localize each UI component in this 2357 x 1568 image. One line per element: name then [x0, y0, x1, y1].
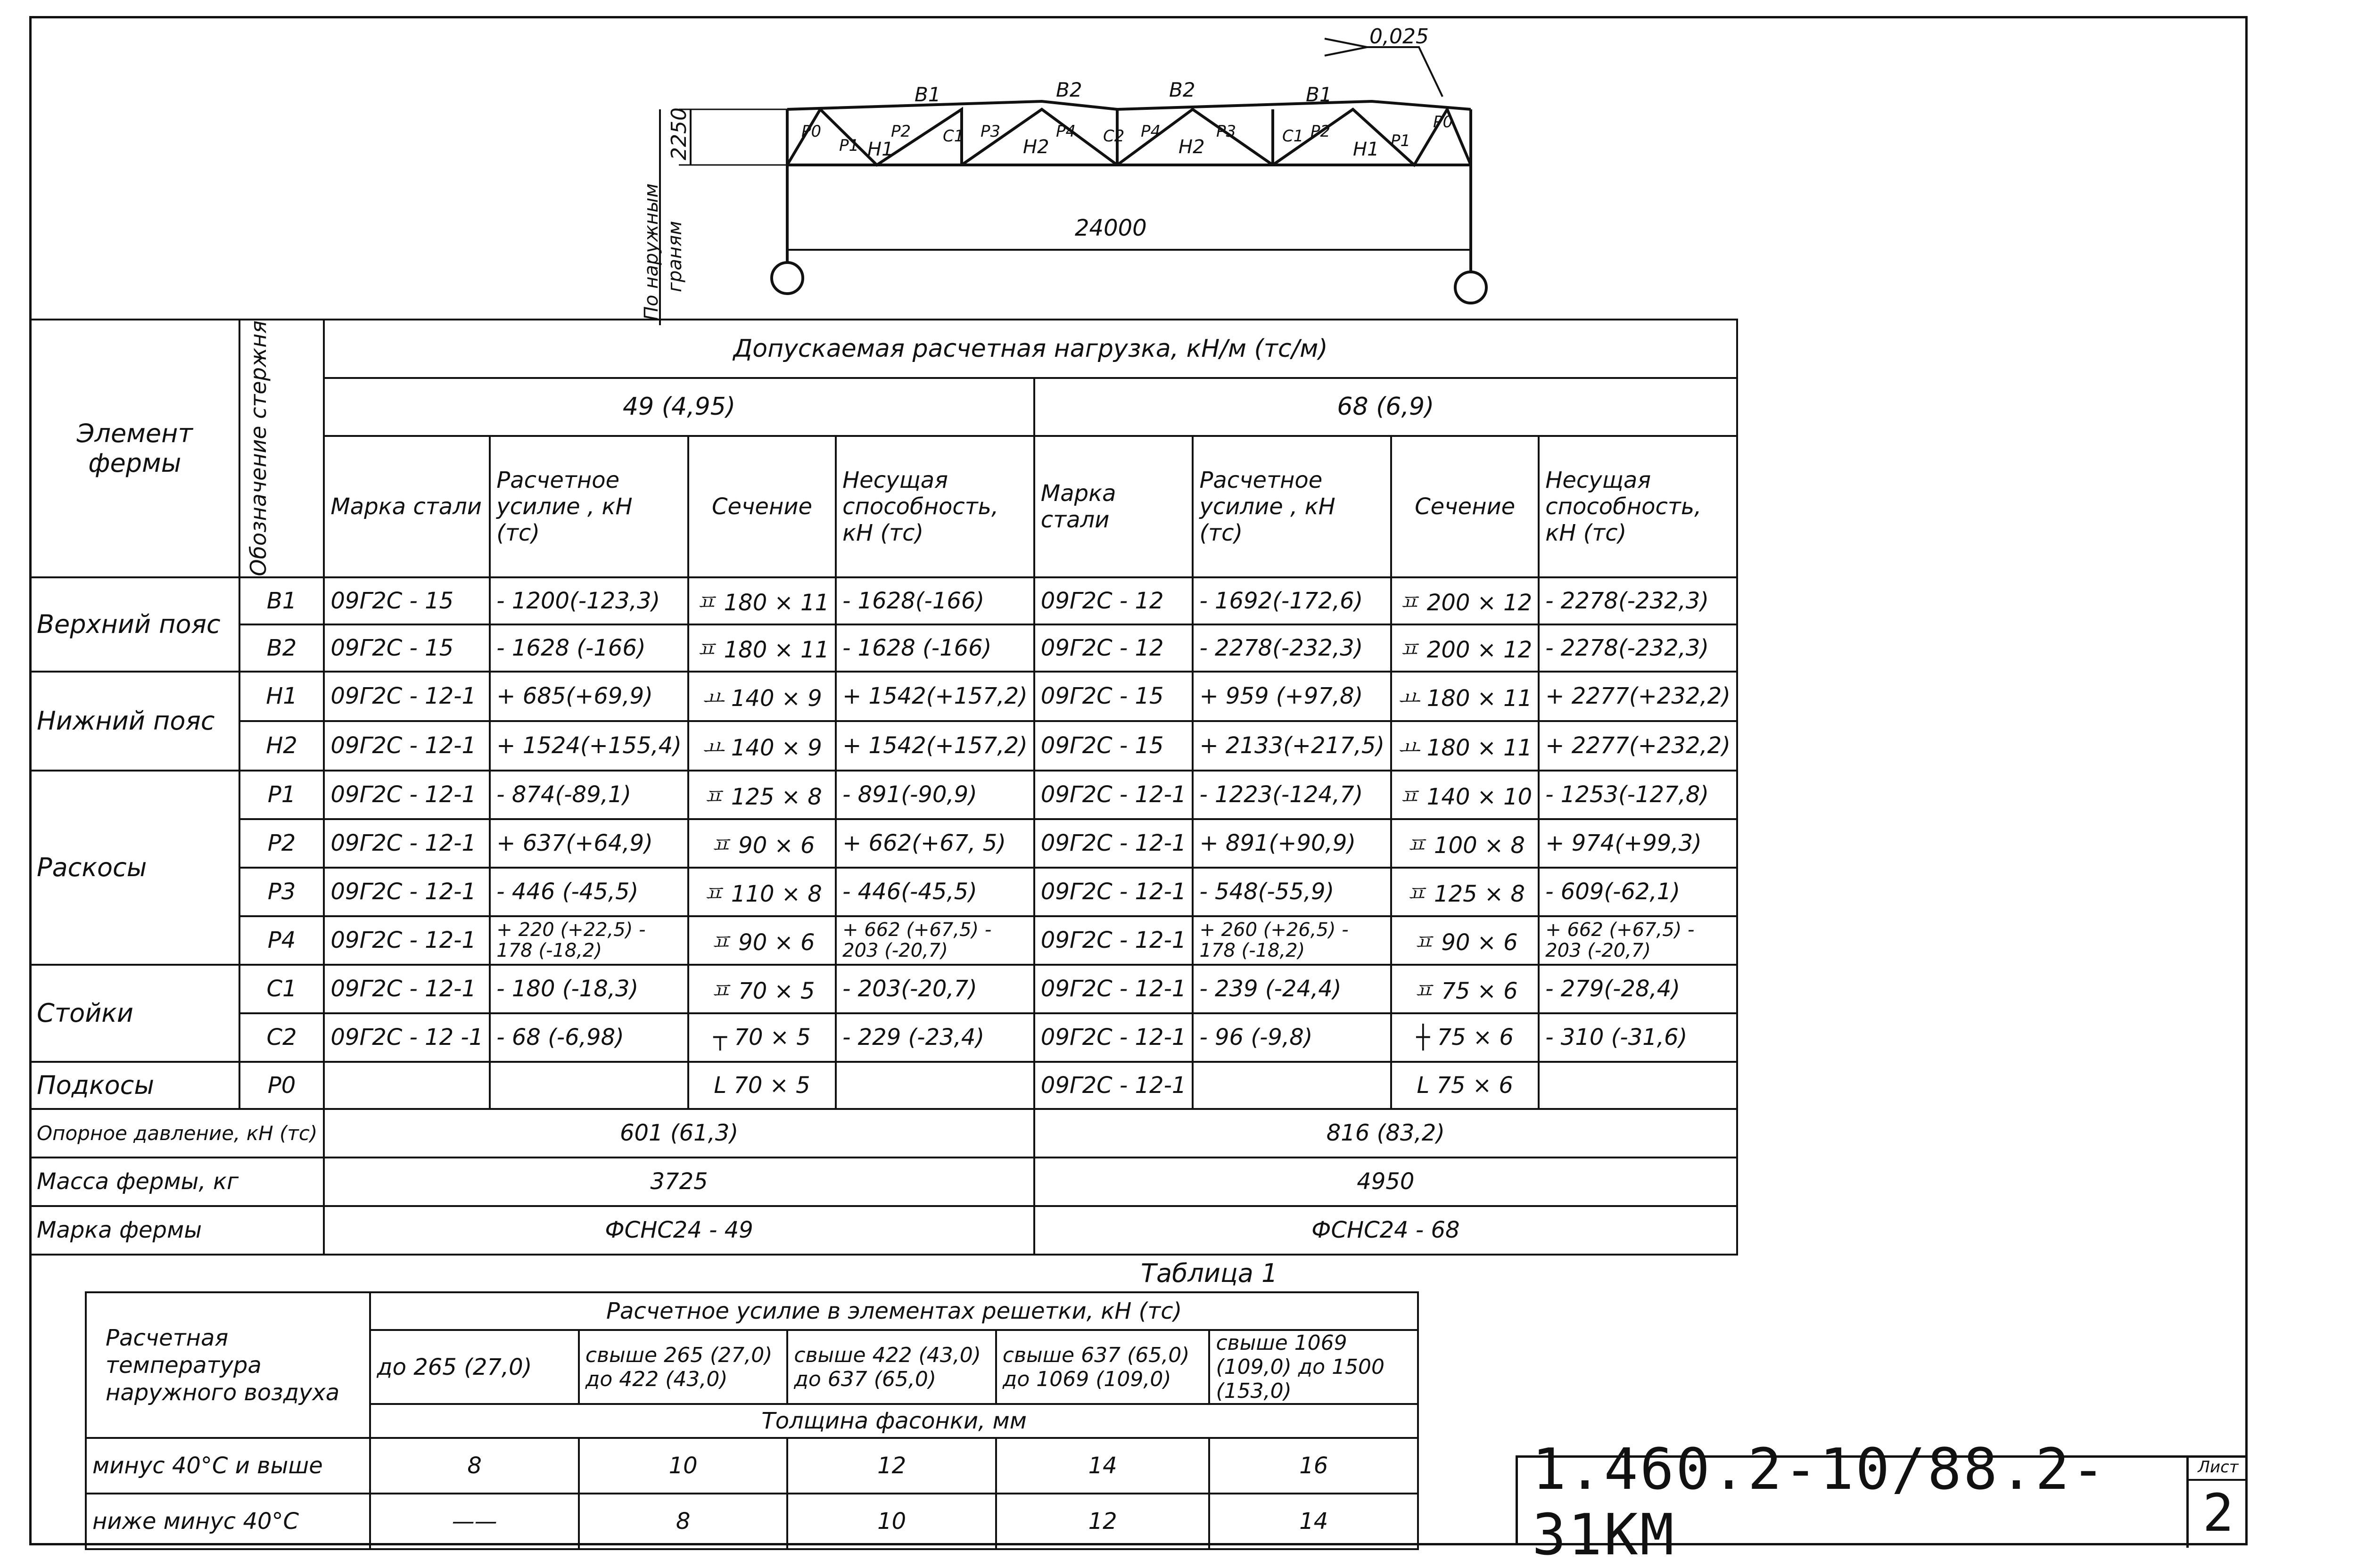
truss-diagram [0, 0, 2357, 330]
capacity-b-cell [1539, 1062, 1737, 1109]
force-b-cell: + 959 (+97,8) [1193, 672, 1391, 721]
force-b-cell: - 96 (-9,8) [1193, 1013, 1391, 1062]
section-b-cell: ㅛ 180 × 11 [1391, 672, 1539, 721]
section-a-cell: L 70 × 5 [688, 1062, 836, 1109]
mass-label: Масса фермы, кг [30, 1158, 324, 1206]
force-b-cell: - 1692(-172,6) [1193, 577, 1391, 624]
capacity-b-cell: - 1253(-127,8) [1539, 771, 1737, 819]
support-a: 601 (61,3) [324, 1109, 1034, 1158]
designation-cell: С2 [239, 1013, 324, 1062]
label-p4-left: Р4 [1056, 122, 1076, 141]
force-a-cell: - 1200(-123,3) [490, 577, 688, 624]
thickness-cell: 14 [996, 1438, 1210, 1494]
label-p3-right: Р3 [1216, 122, 1236, 141]
support-b: 816 (83,2) [1034, 1109, 1737, 1158]
header-capacity-b: Несущая способность, кН (тс) [1539, 436, 1737, 577]
section-a-cell: ㅍ 125 × 8 [688, 771, 836, 819]
force-a-cell: + 637(+64,9) [490, 819, 688, 868]
force-title: Расчетное усилие в элементах решетки, кН (тс) [370, 1292, 1418, 1330]
capacity-b-cell: + 974(+99,3) [1539, 819, 1737, 868]
section-a-cell: ㅍ 70 × 5 [688, 965, 836, 1013]
force-a-cell: + 220 (+22,5) - 178 (-18,2) [490, 916, 688, 965]
table-row [30, 1013, 1737, 1062]
table1-caption: Таблица 1 [1141, 1258, 1278, 1288]
capacity-a-cell: - 446(-45,5) [836, 868, 1034, 916]
force-b-cell: + 2133(+217,5) [1193, 721, 1391, 771]
thickness-cell: 14 [1209, 1494, 1418, 1549]
capacity-a-cell: + 1542(+157,2) [836, 672, 1034, 721]
mass-b: 4950 [1034, 1158, 1737, 1206]
temp-row-label: минус 40°С и выше [86, 1438, 370, 1494]
group-bottom: Нижний пояс [30, 672, 239, 771]
table-row [30, 624, 1737, 672]
steel-a-cell: 09Г2С - 12-1 [324, 819, 490, 868]
label-c1-left: С1 [943, 127, 964, 146]
table-row [30, 672, 1737, 721]
force-b-cell: - 239 (-24,4) [1193, 965, 1391, 1013]
designation-cell: Р3 [239, 868, 324, 916]
designation-cell: Н1 [239, 672, 324, 721]
section-b-cell: ㅍ 75 × 6 [1391, 965, 1539, 1013]
range-4: свыше 1069 (109,0) до 1500 (153,0) [1209, 1330, 1418, 1404]
steel-a-cell: 09Г2С - 15 [324, 624, 490, 672]
section-a-cell: ㅛ 140 × 9 [688, 721, 836, 771]
force-a-cell: - 446 (-45,5) [490, 868, 688, 916]
force-b-cell: + 260 (+26,5) - 178 (-18,2) [1193, 916, 1391, 965]
steel-a-cell: 09Г2С - 12-1 [324, 868, 490, 916]
section-b-cell: ㅍ 200 × 12 [1391, 624, 1539, 672]
span-label: 24000 [1075, 215, 1147, 241]
force-b-cell: - 2278(-232,3) [1193, 624, 1391, 672]
table-row [30, 916, 1737, 965]
force-b-cell: - 1223(-124,7) [1193, 771, 1391, 819]
label-b1-left: В1 [915, 83, 941, 106]
steel-b-cell: 09Г2С - 15 [1034, 672, 1193, 721]
sheet-label: Лист [2189, 1458, 2248, 1481]
capacity-a-cell: - 891(-90,9) [836, 771, 1034, 819]
mark-b: ФСНС24 - 68 [1034, 1206, 1737, 1255]
table-row [30, 577, 1737, 624]
steel-b-cell: 09Г2С - 12-1 [1034, 965, 1193, 1013]
label-c2: С2 [1103, 127, 1125, 146]
group-post: Стойки [30, 965, 239, 1062]
steel-a-cell: 09Г2С - 12 -1 [324, 1013, 490, 1062]
designation-cell: В2 [239, 624, 324, 672]
label-p2-left: Р2 [891, 122, 911, 141]
thickness-title: Толщина фасонки, мм [370, 1404, 1418, 1438]
header-section-b: Сечение [1391, 436, 1539, 577]
steel-b-cell: 09Г2С - 12 [1034, 577, 1193, 624]
label-c1-right: С1 [1282, 127, 1304, 146]
mass-a: 3725 [324, 1158, 1034, 1206]
temp-label: Расчетная температура наружного воздуха [86, 1292, 370, 1438]
label-p1-right: Р1 [1391, 131, 1411, 150]
force-a-cell: + 685(+69,9) [490, 672, 688, 721]
capacity-a-cell: - 1628 (-166) [836, 624, 1034, 672]
steel-b-cell: 09Г2С - 12-1 [1034, 868, 1193, 916]
capacity-b-cell: - 279(-28,4) [1539, 965, 1737, 1013]
label-p1-left: Р1 [839, 136, 859, 155]
table-row [30, 771, 1737, 819]
section-b-cell: ㅍ 200 × 12 [1391, 577, 1539, 624]
left-support [772, 263, 803, 294]
designation-cell: Р2 [239, 819, 324, 868]
designation-cell: Р1 [239, 771, 324, 819]
steel-b-cell: 09Г2С - 12-1 [1034, 916, 1193, 965]
header-capacity-a: Несущая способность, кН (тс) [836, 436, 1034, 577]
group-diag: Раскосы [30, 771, 239, 965]
steel-a-cell: 09Г2С - 12-1 [324, 965, 490, 1013]
table-row [30, 868, 1737, 916]
force-a-cell: - 874(-89,1) [490, 771, 688, 819]
thickness-cell: 12 [787, 1438, 996, 1494]
capacity-b-cell: - 609(-62,1) [1539, 868, 1737, 916]
section-b-cell: ㅛ 180 × 11 [1391, 721, 1539, 771]
capacity-b-cell: + 2277(+232,2) [1539, 672, 1737, 721]
height-label: 2250 [667, 107, 691, 160]
force-a-cell: - 68 (-6,98) [490, 1013, 688, 1062]
designation-cell: Р4 [239, 916, 324, 965]
capacity-b-cell: + 662 (+67,5) - 203 (-20,7) [1539, 916, 1737, 965]
thickness-cell: —— [370, 1494, 579, 1549]
top-chord [787, 101, 1471, 109]
steel-a-cell: 09Г2С - 15 [324, 577, 490, 624]
label-p3-left: Р3 [981, 122, 1001, 141]
capacity-a-cell: + 662(+67, 5) [836, 819, 1034, 868]
sheet-cell [2186, 1458, 2248, 1548]
force-a-cell: + 1524(+155,4) [490, 721, 688, 771]
capacity-b-cell: - 2278(-232,3) [1539, 624, 1737, 672]
capacity-a-cell: - 203(-20,7) [836, 965, 1034, 1013]
section-a-cell: ㅍ 90 × 6 [688, 819, 836, 868]
table-row [30, 1062, 1737, 1109]
header-load-a: 49 (4,95) [324, 378, 1034, 436]
mark-label: Марка фермы [30, 1206, 324, 1255]
steel-a-cell: 09Г2С - 12-1 [324, 672, 490, 721]
header-designation: Обозначение стержня [245, 320, 271, 576]
range-3: свыше 637 (65,0) до 1069 (109,0) [996, 1330, 1210, 1404]
capacity-a-cell [836, 1062, 1034, 1109]
label-h1-left: Н1 [867, 139, 894, 160]
temp-row-label: ниже минус 40°С [86, 1494, 370, 1549]
section-a-cell: ┬ 70 × 5 [688, 1013, 836, 1062]
steel-b-cell: 09Г2С - 12-1 [1034, 1062, 1193, 1109]
steel-b-cell: 09Г2С - 15 [1034, 721, 1193, 771]
label-p0-right: Р0 [1433, 113, 1453, 131]
section-b-cell: ㅍ 90 × 6 [1391, 916, 1539, 965]
thickness-cell: 16 [1209, 1438, 1418, 1494]
label-b2-left: В2 [1056, 78, 1082, 101]
force-a-cell: - 1628 (-166) [490, 624, 688, 672]
section-b-cell: L 75 × 6 [1391, 1062, 1539, 1109]
header-load-b: 68 (6,9) [1034, 378, 1737, 436]
sheet-number: 2 [2202, 1483, 2234, 1543]
force-b-cell: + 891(+90,9) [1193, 819, 1391, 868]
label-h2-right: Н2 [1178, 136, 1205, 158]
force-b-cell [1193, 1062, 1391, 1109]
group-brace: Подкосы [30, 1062, 239, 1109]
capacity-a-cell: + 1542(+157,2) [836, 721, 1034, 771]
table-row [30, 721, 1737, 771]
slope-label: 0,025 [1369, 25, 1429, 49]
section-b-cell: ┼ 75 × 6 [1391, 1013, 1539, 1062]
designation-cell: Р0 [239, 1062, 324, 1109]
section-b-cell: ㅍ 100 × 8 [1391, 819, 1539, 868]
range-2: свыше 422 (43,0) до 637 (65,0) [787, 1330, 996, 1404]
steel-a-cell: 09Г2С - 12-1 [324, 916, 490, 965]
capacity-a-cell: + 662 (+67,5) - 203 (-20,7) [836, 916, 1034, 965]
capacity-b-cell: - 310 (-31,6) [1539, 1013, 1737, 1062]
header-force-a: Расчетное усилие , кН (тс) [490, 436, 688, 577]
capacity-b-cell: - 2278(-232,3) [1539, 577, 1737, 624]
header-steel-a: Марка стали [324, 436, 490, 577]
thickness-cell: 8 [370, 1438, 579, 1494]
header-force-b: Расчетное усилие , кН (тс) [1193, 436, 1391, 577]
capacity-b-cell: + 2277(+232,2) [1539, 721, 1737, 771]
range-0: до 265 (27,0) [370, 1330, 579, 1404]
group-top: Верхний пояс [30, 577, 239, 672]
support-label: Опорное давление, кН (тс) [30, 1109, 324, 1158]
right-support [1455, 272, 1486, 303]
drawing-code: 1.460.2-10/88.2-31КМ [1532, 1437, 2107, 1568]
truss-elements-table [29, 319, 1738, 1256]
steel-a-cell: 09Г2С - 12-1 [324, 771, 490, 819]
thickness-cell: 12 [996, 1494, 1210, 1549]
label-b2-right: В2 [1169, 78, 1195, 101]
table-row [86, 1494, 1418, 1549]
mark-a: ФСНС24 - 49 [324, 1206, 1034, 1255]
header-load-title: Допускаемая расчетная нагрузка, кН/м (тс/м) [324, 320, 1737, 378]
section-b-cell: ㅍ 140 × 10 [1391, 771, 1539, 819]
gusset-thickness-table [85, 1291, 1419, 1550]
force-a-cell: - 180 (-18,3) [490, 965, 688, 1013]
steel-b-cell: 09Г2С - 12-1 [1034, 771, 1193, 819]
capacity-a-cell: - 229 (-23,4) [836, 1013, 1034, 1062]
label-p2-right: Р2 [1310, 122, 1331, 141]
thickness-cell: 10 [579, 1438, 788, 1494]
steel-b-cell: 09Г2С - 12-1 [1034, 819, 1193, 868]
label-b1-right: В1 [1306, 83, 1332, 106]
capacity-a-cell: - 1628(-166) [836, 577, 1034, 624]
steel-a-cell [324, 1062, 490, 1109]
steel-a-cell: 09Г2С - 12-1 [324, 721, 490, 771]
height-note-2: граням [664, 221, 686, 292]
section-a-cell: ㅛ 140 × 9 [688, 672, 836, 721]
table-row [30, 965, 1737, 1013]
section-b-cell: ㅍ 125 × 8 [1391, 868, 1539, 916]
label-h1-right: Н1 [1353, 139, 1379, 160]
label-p4-right: Р4 [1141, 122, 1161, 141]
title-block [1516, 1437, 2248, 1568]
thickness-cell: 8 [579, 1494, 788, 1549]
section-a-cell: ㅍ 180 × 11 [688, 577, 836, 624]
header-element: Элемент фермы [30, 320, 239, 577]
steel-b-cell: 09Г2С - 12-1 [1034, 1013, 1193, 1062]
section-a-cell: ㅍ 90 × 6 [688, 916, 836, 965]
section-a-cell: ㅍ 110 × 8 [688, 868, 836, 916]
range-1: свыше 265 (27,0) до 422 (43,0) [579, 1330, 788, 1404]
force-a-cell [490, 1062, 688, 1109]
section-a-cell: ㅍ 180 × 11 [688, 624, 836, 672]
thickness-cell: 10 [787, 1494, 996, 1549]
designation-cell: С1 [239, 965, 324, 1013]
header-steel-b: Марка стали [1034, 436, 1193, 577]
label-p0-left: Р0 [801, 122, 822, 141]
table-row [30, 819, 1737, 868]
steel-b-cell: 09Г2С - 12 [1034, 624, 1193, 672]
force-b-cell: - 548(-55,9) [1193, 868, 1391, 916]
designation-cell: В1 [239, 577, 324, 624]
header-section-a: Сечение [688, 436, 836, 577]
table-row [86, 1438, 1418, 1494]
designation-cell: Н2 [239, 721, 324, 771]
label-h2-left: Н2 [1023, 136, 1049, 158]
height-note-1: По наружным [641, 183, 662, 320]
